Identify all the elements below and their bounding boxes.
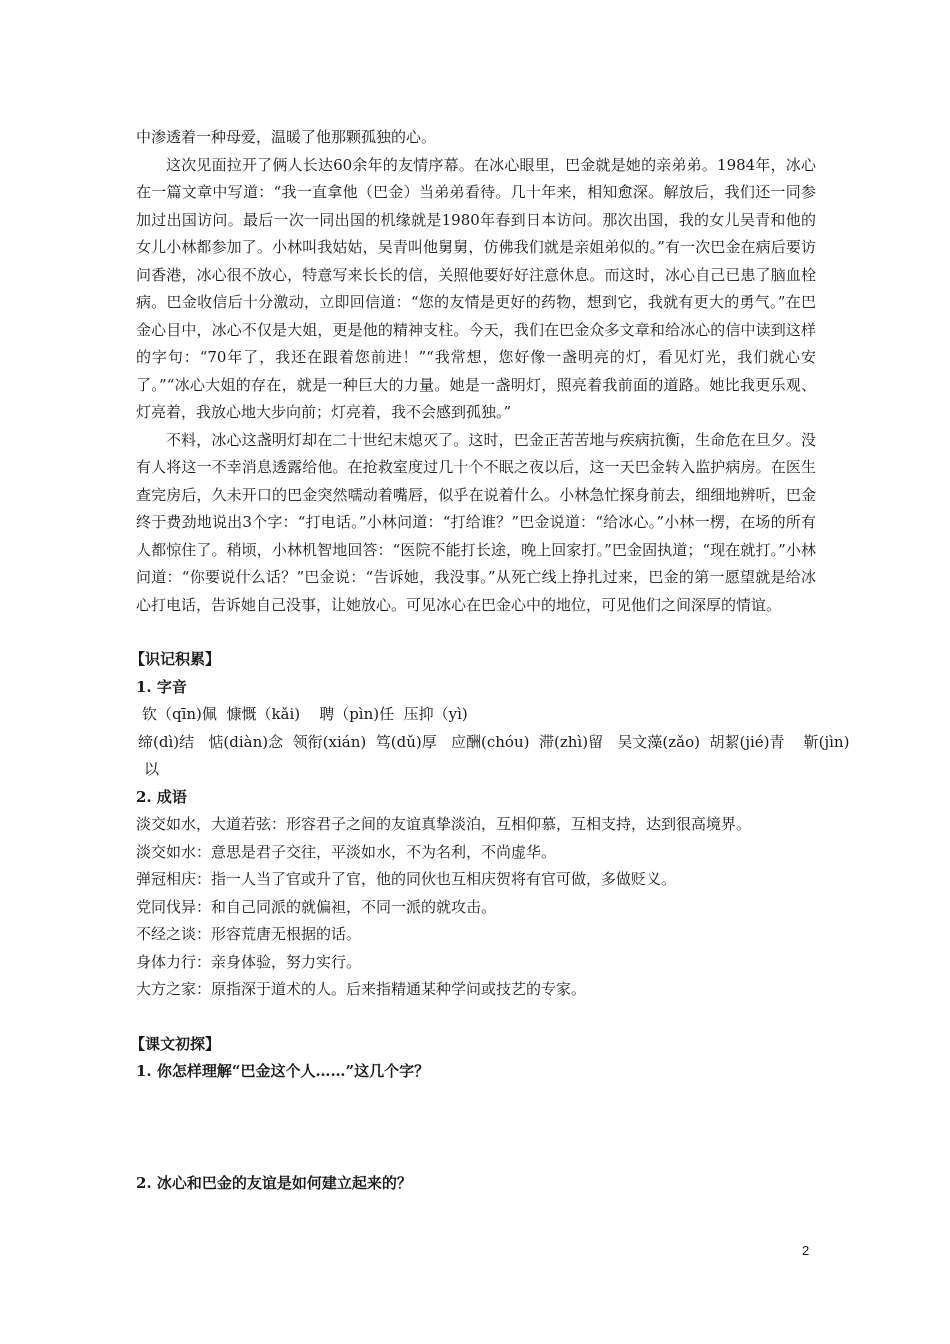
section-title-explore: 【课文初探】 [130, 1034, 221, 1053]
phonetic-line-3: 以 [144, 760, 160, 778]
answer-space-1 [136, 1086, 816, 1170]
page-content [130, 124, 850, 1197]
spacer [136, 1004, 816, 1031]
idiom-item: 不经之谈：形容荒唐无根据的话。 [136, 925, 362, 943]
phonetic-line-1: 钦（qīn)佩 慷慨（kǎi) 聘（pìn)任 压抑（yì) [142, 705, 468, 723]
subhead-idioms: 2. 成语 [136, 787, 187, 806]
question-2: 2. 冰心和巴金的友谊是如何建立起来的？ [136, 1173, 412, 1192]
subhead-pronunciation: 1. 字音 [136, 677, 187, 696]
idiom-item: 淡交如水：意思是君子交往，平淡如水，不为名利，不尚虚华。 [136, 842, 557, 861]
page-number: 2 [802, 1243, 810, 1258]
paragraph-lamp: 不料，冰心这盏明灯却在二十世纪末熄灭了。这时，巴金正苦苦地与疾病抗衡，生命危在旦夕。没有人将这一不幸消息透露给他。在抢救室度过几十个不眠之夜以后，这一天巴金转入监护病房。在医生查完房后，久未开口的巴金突然嚅动着嘴唇，似乎在说着什么。小林急忙探身前去，细细地辨听，巴金终于费劲地说出3个字：“打电话。”小林问道：“打给谁？”巴金说道：“给冰心。”小林一楞，在场的所有人都惊住了。稍顷，小林机智地回答：“医院不能打长途，晚上回家打。”巴金固执道；“现在就打。”小林问道：“你要说什么话？”巴金说：“告诉她，我没事。”从死亡线上挣扎过来，巴金的第一愿望就是给冰心打电话，告诉她自己没事，让她放心。可见冰心在巴金心中的地位，可见他们之间深厚的情谊。 [136, 430, 816, 614]
paragraph-friendship: 这次见面拉开了俩人长达60余年的友情序幕。在冰心眼里，巴金就是她的亲弟弟。1984年，冰心在一篇文章中写道：“我一直拿他（巴金）当弟弟看待。几十年来，相知愈深。解放后，我们还一同参加过出国访问。最后一次一同出国的机缘就是1980年春到日本访问。那次出国，我的女儿吴青和他的女儿小林都参加了。小林叫我姑姑，吴青叫他舅舅，仿佛我们就是亲姐弟似的。”有一次巴金在病后要访问香港，冰心很不放心，特意写来长长的信，关照他要好好注意休息。而这时，冰心自己已患了脑血栓病。巴金收信后十分激动，立即回信道：“您的友情是更好的药物，想到它，我就有更大的勇气。”在巴金心目中，冰心不仅是大姐，更是他的精神支柱。今天，我们在巴金众多文章和给冰心的信中读到这样的字句：“70年了，我还在跟着您前进！”“我常想，您好像一盏明亮的灯，看见灯光，我们就心安了。”“冰心大姐的存在，就是一种巨大的力量。她是一盏明灯，照亮着我前面的道路。她比我更乐观、灯亮着，我放心地大步向前；灯亮着，我不会感到孤独。” [136, 155, 816, 421]
paragraph-continuation: 中渗透着一种母爱，温暖了他那颗孤独的心。 [136, 128, 437, 146]
phonetic-line-2: 缔(dì)结 惦(diàn)念 领衔(xián) 笃(dǔ)厚 应酬(chóu) 滞(zhì)留 吴文藻(zǎo) 胡絜(jié)青 靳(jìn) [138, 732, 850, 751]
idiom-item: 淡交如水，大道若弦：形容君子之间的友谊真挚淡泊，互相仰慕，互相支持，达到很高境界。 [136, 815, 752, 833]
spacer [136, 619, 816, 646]
section-title-memorize: 【识记积累】 [130, 650, 221, 668]
question-1: 1. 你怎样理解“巴金这个人……”这几个字？ [136, 1062, 430, 1080]
idiom-item: 党同伐异：和自己同派的就偏袒，不同一派的就攻击。 [136, 897, 497, 916]
idiom-item: 大方之家：原指深于道术的人。后来指精通某种学问或技艺的专家。 [136, 980, 587, 998]
idiom-item: 弹冠相庆：指一人当了官或升了官，他的同伙也互相庆贺将有官可做，多做贬义。 [136, 870, 677, 888]
idiom-item: 身体力行：亲身体验，努力实行。 [136, 952, 362, 971]
